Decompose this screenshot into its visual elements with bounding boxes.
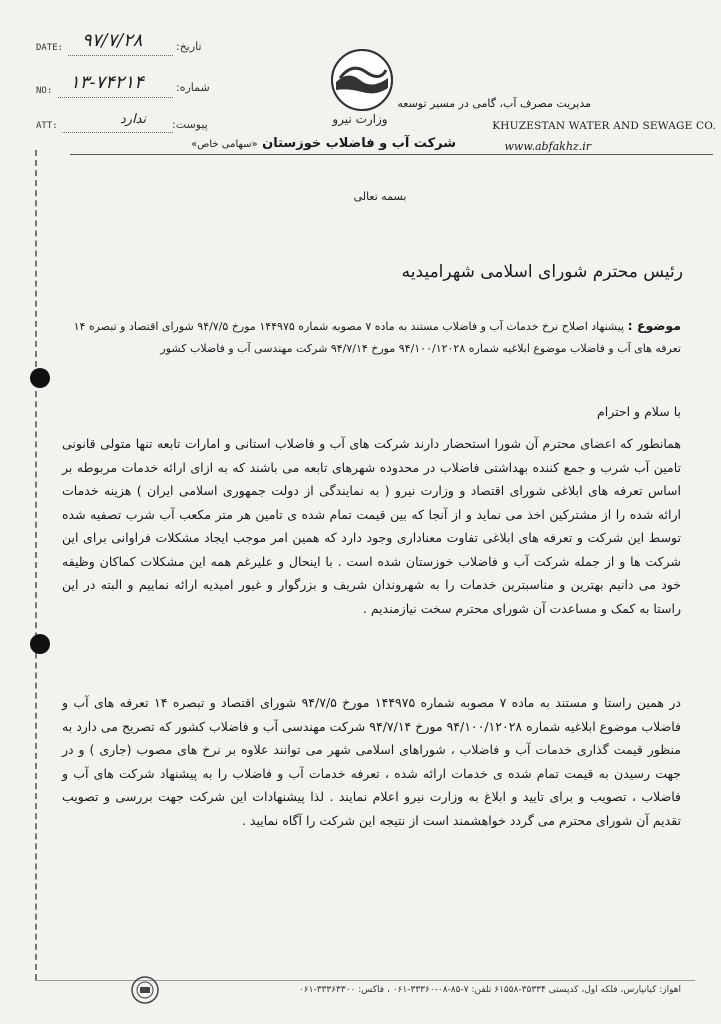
bismillah: بسمه تعالی [353, 190, 407, 203]
addressee: رئیس محترم شورای اسلامی شهرامیدیه [401, 262, 683, 282]
company-name-fa [191, 136, 456, 151]
att-label-fa: پیوست: [172, 118, 208, 131]
body-paragraph-1: همانطور که اعضای محترم آن شورا استحضار دارند شرکت های آب و فاضلاب استانی و امارات تابعه تنها متولی قانونی تامین آب شرب و جمع کننده بهداشتی فاضلاب در محدوده شهرهای تابعه می باشند که به ازای ارائه خدمات مربوطه بر اساس تعرفه های ابلاغی شورای اقتصاد و وزارت نیرو ( به نمایندگی از دولت جمهوری اسلامی ایران ) هزینه خدمات ارائه شده را از مشترکین اخذ می نماید و از آنجا که بین قیمت تمام شده ی تامین هر متر مکعب آب شرب تصفیه شده توسط این شرکت و تعرفه های ابلاغی تفاوت معناداری وجود دارد که همین امر موجب ایجاد مشکلات فراوانی برای این شرکت ها و از جمله شرکت آب و فاضلاب خوزستان شده است . با اینحال و علیرغم همه این مشکلات کماکان وظیفه خود می دانیم بهترین و مناسبترین خدمات را به شهروندان شریف و بزرگوار و غیور امیدیه ارائه نماییم و البته در این راستا به کمک و مساعدت آن شورای محترم سخت نیازمندیم . [62, 436, 681, 616]
greeting: با سلام و احترام [597, 404, 681, 419]
att-value: ندارد [120, 112, 147, 127]
att-label: ATT: [36, 121, 58, 131]
company-type: «سهامی خاص» [191, 139, 258, 150]
company-name-en: KHUZESTAN WATER AND SEWAGE CO. [492, 120, 716, 132]
subject-label: موضوع : [627, 318, 681, 333]
company-name-main: شرکت آب و فاضلاب خوزستان [262, 136, 456, 151]
header-rule [70, 154, 713, 155]
ministry-name: وزارت نیرو [332, 112, 388, 126]
subject-block [68, 315, 681, 360]
no-label: NO: [36, 86, 53, 96]
date-value: ۹۷/۷/۲۸ [82, 30, 143, 51]
date-label-fa: تاریخ: [176, 40, 202, 53]
water-ministry-logo-icon [330, 48, 394, 112]
date-line [68, 55, 173, 56]
punch-hole-bottom [30, 634, 50, 654]
no-label-fa: شماره: [176, 81, 210, 94]
body-paragraph-2: در همین راستا و مستند به ماده ۷ مصوبه شماره ۱۴۴۹۷۵ مورخ ۹۴/۷/۵ شورای اقتصاد و تبصره ۱۴ تعرفه های آب و فاضلاب موضوع ابلاغیه شماره ۹۴/۱۰۰/۱۲۰۲۸ مورخ ۹۴/۷/۱۴ شرکت مهندسی آب و فاضلاب کشور که تصریح می دارد به منظور قیمت گذاری خدمات آب و فاضلاب ، شوراهای اسلامی شهر می توانند علاوه بر نرخ های مصوب (جاری ) و در جهت رسیدن به قیمت تمام شده ی خدمات ارائه شده ، تعرفه خدمات آب و فاضلاب را به پیشنهاد شرکت های آب و فاضلاب ، تصویب و برای تایید و ابلاغ به وزارت نیرو اعلام نمایند . لذا پیشنهادات این شرکت جهت بررسی و تصویب تقدیم آن شورای محترم می گردد خواهشمند است از نتیجه این شرکت را آگاه نمایید . [62, 695, 681, 828]
no-value: ۱۳-۷۴۲۱۴ [70, 72, 144, 93]
dashed-margin-line [35, 150, 37, 980]
date-label: DATE: [36, 43, 64, 53]
department-slogan: مدیریت مصرف آب، گامی در مسیر توسعه [397, 97, 591, 110]
no-line [58, 97, 173, 98]
certification-seal-icon [130, 975, 160, 1005]
website-link[interactable]: www.abfakhz.ir [504, 140, 591, 153]
att-line [62, 132, 173, 133]
subject-text: پیشنهاد اصلاح نرخ خدمات آب و فاضلاب مستند به ماده ۷ مصوبه شماره ۱۴۴۹۷۵ مورخ ۹۴/۷/۵ شورای اقتصاد و تبصره ۱۴ تعرفه های آب و فاضلاب موضوع ابلاغیه شماره ۹۴/۱۰۰/۱۲۰۲۸ مورخ ۹۴/۷/۱۴ شرکت مهندسی آب و فاضلاب کشور [73, 320, 681, 355]
footer-address: اهواز: کیانپارس، فلکه اول، کدپستی ۳۵۳۳۴-۶۱۵۵۸ تلفن: ۷-۸۵-۰۸-۳۳۳۶۰-۰۶۱ ، فاکس: ۳۳۳۶۳۳۰۰-۰۶۱ [298, 985, 681, 995]
punch-hole-top [30, 368, 50, 388]
